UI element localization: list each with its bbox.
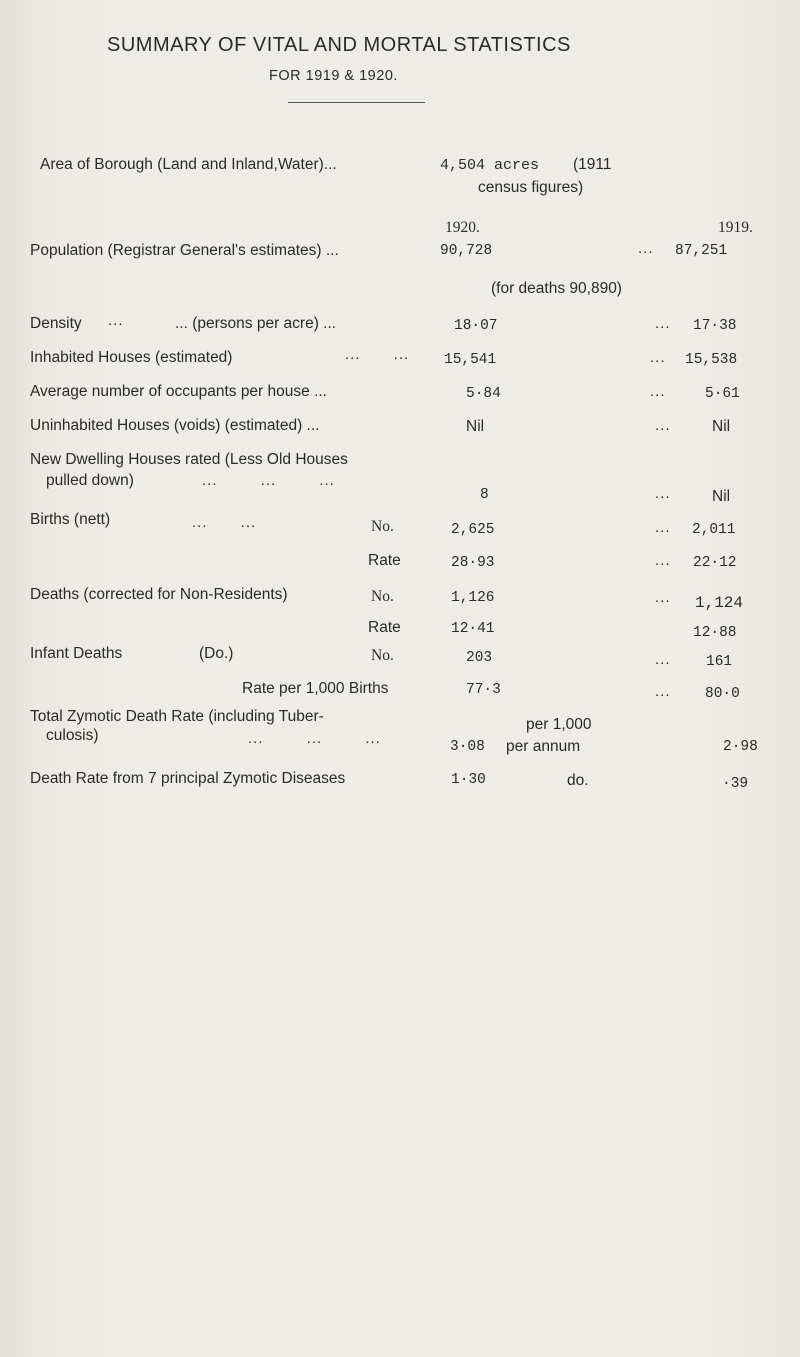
zymotic-total-note2: per annum — [506, 738, 581, 755]
inhabited-dots: ... ... — [345, 346, 410, 363]
deaths-no-1919: 1,124 — [695, 594, 744, 612]
page-subtitle: FOR 1919 & 1920. — [269, 68, 398, 84]
uninhabited-dots-mid: ... — [655, 417, 671, 434]
births-dots: ... ... — [192, 514, 257, 531]
population-note: (for deaths 90,890) — [491, 280, 622, 297]
infant-no-unit: No. — [371, 647, 394, 664]
births-rate-1919: 22·12 — [693, 555, 737, 571]
occupants-1919: 5·61 — [705, 386, 740, 402]
births-no-1920: 2,625 — [451, 522, 495, 538]
births-rate-dots-mid: ... — [655, 552, 671, 569]
new-dwelling-dots-mid: ... — [655, 485, 671, 502]
title-divider — [288, 102, 425, 103]
infant-deaths-label2: (Do.) — [199, 645, 234, 662]
zymotic-total-dots: ... ... ... — [248, 730, 381, 747]
inhabited-label: Inhabited Houses (estimated) — [30, 349, 233, 366]
population-dots: ... — [638, 240, 654, 257]
deaths-rate-1920: 12·41 — [451, 621, 495, 637]
inhabited-1920: 15,541 — [444, 352, 497, 368]
area-note-line1: (1911 — [573, 156, 612, 173]
occupants-dots-mid: ... — [650, 383, 666, 400]
infant-deaths-label: Infant Deaths — [30, 645, 123, 662]
zymotic-total-note: per 1,000 — [526, 716, 592, 733]
zymotic-principal-1920: 1·30 — [451, 772, 486, 788]
population-label: Population (Registrar General's estimates) ... — [30, 242, 339, 259]
deaths-no-1920: 1,126 — [451, 590, 495, 606]
births-no-unit: No. — [371, 518, 394, 535]
population-1920: 90,728 — [440, 243, 493, 259]
zymotic-total-label-line2: culosis) — [46, 727, 99, 744]
area-value: 4,504 acres — [440, 157, 540, 174]
zymotic-total-1919: 2·98 — [723, 739, 758, 755]
page-title: SUMMARY OF VITAL AND MORTAL STATISTICS — [107, 34, 571, 56]
births-rate-1920: 28·93 — [451, 555, 495, 571]
zymotic-principal-do: do. — [567, 772, 589, 789]
inhabited-dots-mid: ... — [650, 349, 666, 366]
density-label2: ... (persons per acre) ... — [175, 315, 337, 332]
deaths-label: Deaths (corrected for Non-Residents) — [30, 586, 288, 603]
zymotic-total-1920: 3·08 — [450, 739, 485, 755]
population-1919: 87,251 — [675, 243, 728, 259]
infant-rate-1919: 80·0 — [705, 686, 740, 702]
zymotic-principal-1919: ·39 — [722, 776, 749, 792]
new-dwelling-label-line1: New Dwelling Houses rated (Less Old Houses — [30, 451, 348, 468]
density-dots: ... — [108, 312, 124, 329]
infant-rate-unit: Rate per 1,000 Births — [242, 680, 389, 697]
density-dots-mid: ... — [655, 315, 671, 332]
deaths-no-dots-mid: ... — [655, 589, 671, 606]
uninhabited-label: Uninhabited Houses (voids) (estimated) ... — [30, 417, 320, 434]
deaths-rate-unit: Rate — [368, 619, 401, 636]
infant-no-1920: 203 — [466, 650, 493, 666]
new-dwelling-dots: ... ... ... — [202, 472, 335, 489]
density-1919: 17·38 — [693, 318, 737, 334]
area-label: Area of Borough (Land and Inland,Water)... — [40, 156, 337, 173]
births-no-1919: 2,011 — [692, 522, 736, 538]
infant-no-dots-mid: ... — [655, 651, 671, 668]
new-dwelling-1919: Nil — [712, 488, 731, 505]
uninhabited-1920: Nil — [466, 418, 485, 435]
new-dwelling-label-line2: pulled down) — [46, 472, 134, 489]
density-1920: 18·07 — [454, 318, 498, 334]
births-no-dots-mid: ... — [655, 519, 671, 536]
infant-rate-1920: 77·3 — [466, 682, 501, 698]
new-dwelling-1920: 8 — [480, 487, 489, 503]
deaths-no-unit: No. — [371, 588, 394, 605]
inhabited-1919: 15,538 — [685, 352, 738, 368]
occupants-label: Average number of occupants per house ... — [30, 383, 327, 400]
occupants-1920: 5·84 — [466, 386, 501, 402]
year-1920-header: 1920. — [445, 219, 480, 236]
uninhabited-1919: Nil — [712, 418, 731, 435]
density-label: Density — [30, 315, 82, 332]
births-rate-unit: Rate — [368, 552, 401, 569]
infant-no-1919: 161 — [706, 654, 733, 670]
zymotic-principal-label: Death Rate from 7 principal Zymotic Diseases — [30, 770, 346, 787]
area-note-line2: census figures) — [478, 179, 584, 196]
zymotic-total-label-line1: Total Zymotic Death Rate (including Tuber- — [30, 708, 324, 725]
births-label: Births (nett) — [30, 511, 111, 528]
deaths-rate-1919: 12·88 — [693, 625, 737, 641]
infant-rate-dots-mid: ... — [655, 683, 671, 700]
year-1919-header: 1919. — [718, 219, 753, 236]
